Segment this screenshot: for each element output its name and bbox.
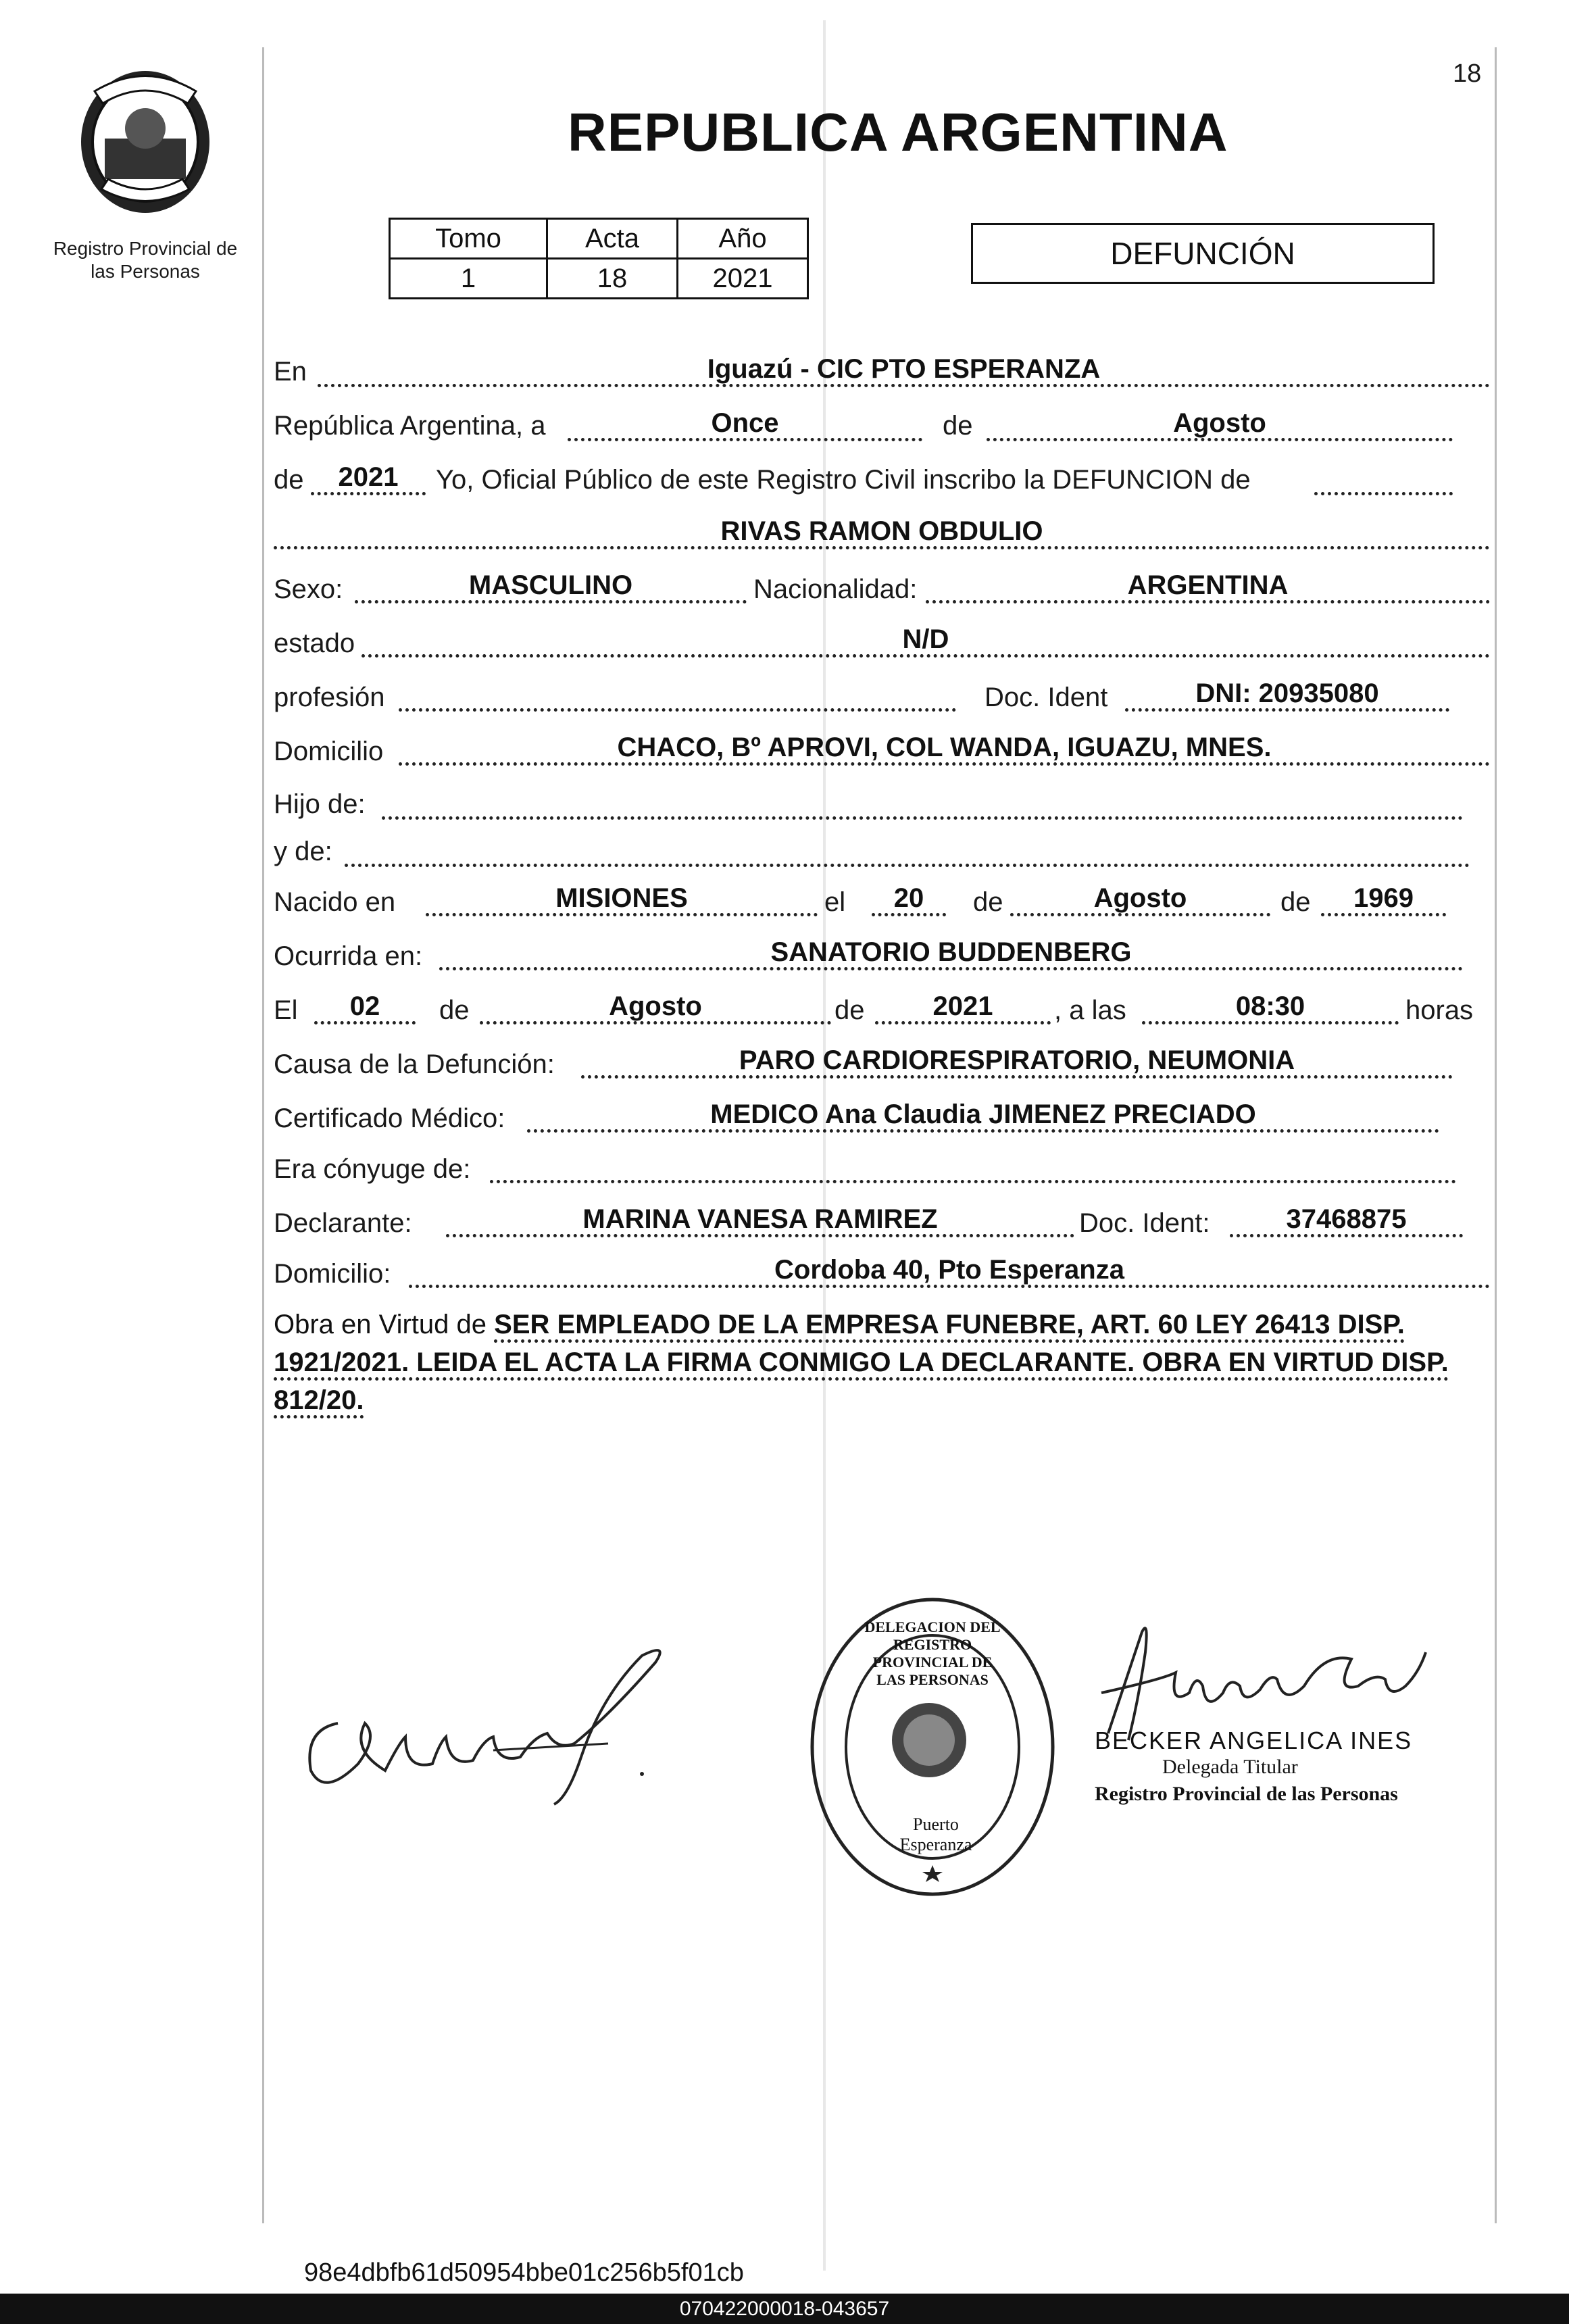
- label-causa: Causa de la Defunción:: [274, 1049, 555, 1079]
- field-profesion: [399, 676, 956, 716]
- value-estado: N/D: [902, 624, 949, 654]
- field-domicilio: [399, 730, 1490, 770]
- field-dia: [568, 405, 922, 446]
- field-nacido-anio: [1321, 881, 1446, 921]
- label-doc-ident2: Doc. Ident:: [1079, 1208, 1210, 1238]
- label-yo-oficial: Yo, Oficial Público de este Registro Civil inscribo la DEFUNCION de: [436, 465, 1251, 495]
- value-fallec-dia: 02: [349, 991, 380, 1021]
- value-nacido-mes: Agosto: [1093, 883, 1187, 913]
- dotted-line: [318, 384, 1490, 387]
- value-dia: Once: [711, 408, 779, 438]
- label-domicilio: Domicilio: [274, 737, 384, 766]
- footer-code: 070422000018-043657: [679, 2298, 890, 2320]
- value-nacionalidad: ARGENTINA: [1127, 570, 1289, 600]
- field-doc-ident: [1125, 676, 1449, 716]
- label-estado: estado: [274, 628, 355, 658]
- value-ocurrida-en: SANATORIO BUDDENBERG: [770, 937, 1132, 967]
- table-value-acta: 18: [547, 259, 678, 299]
- act-type: DEFUNCIÓN: [1110, 236, 1295, 271]
- field-anio: [311, 460, 426, 500]
- field-certificado: [527, 1097, 1439, 1137]
- label-doc-ident: Doc. Ident: [985, 683, 1108, 712]
- dotted-line: [1125, 708, 1449, 712]
- field-fallec-mes: [480, 989, 831, 1029]
- field-y-de: [345, 831, 1470, 872]
- field-mes: [987, 405, 1453, 446]
- label-sexo: Sexo:: [274, 574, 343, 604]
- field-conyuge: [490, 1147, 1456, 1188]
- label-obra-virtud: Obra en Virtud de: [274, 1310, 487, 1339]
- value-lugar: Iguazú - CIC PTO ESPERANZA: [707, 354, 1101, 384]
- label-domicilio2: Domicilio:: [274, 1259, 391, 1289]
- signatory-org: Registro Provincial de las Personas: [1095, 1783, 1398, 1805]
- value-declarante-doc: 37468875: [1286, 1204, 1407, 1234]
- dotted-line: [872, 913, 946, 916]
- province-logo: [74, 64, 216, 216]
- value-nacido-anio: 1969: [1353, 883, 1414, 913]
- label-nacionalidad: Nacionalidad:: [753, 574, 918, 604]
- value-anio: 2021: [338, 462, 399, 492]
- field-declarante-domicilio: [409, 1252, 1490, 1293]
- acta-table: [389, 218, 809, 299]
- field-fallec-dia: [314, 989, 416, 1029]
- value-declarante-domicilio: Cordoba 40, Pto Esperanza: [774, 1255, 1124, 1285]
- label-certificado: Certificado Médico:: [274, 1104, 505, 1133]
- value-nombre: RIVAS RAMON OBDULIO: [720, 516, 1043, 546]
- value-obra-virtud: SER EMPLEADO DE LA EMPRESA FUNEBRE, ART. 60 LEY 26413 DISP. 1921/2021. LEIDA EL ACTA LA FIRMA CONMIGO LA DECLARANTE. OBRA EN VIRTUD DISP. 812/20.: [274, 1310, 1449, 1418]
- dotted-line: [490, 1180, 1456, 1183]
- label-de2: de: [274, 465, 304, 495]
- label-de5: de: [439, 995, 470, 1025]
- field-estado: [362, 622, 1490, 662]
- dotted-line: [568, 438, 922, 441]
- value-sexo: MASCULINO: [468, 570, 633, 600]
- value-mes: Agosto: [1173, 408, 1266, 438]
- signatory-name: BECKER ANGELICA INES: [1095, 1727, 1413, 1754]
- label-a-las: , a las: [1054, 995, 1126, 1025]
- dotted-line: [399, 708, 956, 712]
- document-hash: 98e4dbfb61d50954bbe01c256b5f01cb: [304, 2258, 744, 2287]
- label-y-de: y de:: [274, 837, 332, 866]
- dotted-line: [362, 654, 1490, 658]
- label-de4: de: [1280, 887, 1311, 917]
- value-declarante: MARINA VANESA RAMIREZ: [582, 1204, 938, 1234]
- label-de3: de: [973, 887, 1003, 917]
- dotted-line: [399, 762, 1490, 766]
- dotted-line: [926, 600, 1490, 603]
- left-margin-line: [262, 47, 264, 2223]
- value-doc-ident: DNI: 20935080: [1195, 678, 1379, 708]
- field-nacido-en: [426, 881, 818, 921]
- dotted-line: [426, 913, 818, 916]
- table-value-tomo: 1: [390, 259, 547, 299]
- field-declarante-doc: [1230, 1202, 1463, 1242]
- obra-virtud-paragraph: [274, 1306, 1490, 1419]
- dotted-line: [1230, 1234, 1463, 1237]
- dotted-line: [1142, 1021, 1399, 1024]
- dotted-line: [875, 1021, 1051, 1024]
- field-nacido-dia: [872, 881, 946, 921]
- field-nacionalidad: [926, 568, 1490, 608]
- value-fallec-mes: Agosto: [609, 991, 702, 1021]
- act-type-box: [971, 223, 1435, 284]
- table-header-acta: Acta: [547, 219, 678, 259]
- label-el-cap: El: [274, 995, 298, 1025]
- page-number: 18: [1453, 59, 1482, 88]
- value-nacido-dia: 20: [893, 883, 924, 913]
- label-en: En: [274, 357, 307, 387]
- field-declarante: [446, 1202, 1074, 1242]
- dotted-line: [311, 492, 426, 495]
- value-causa: PARO CARDIORESPIRATORIO, NEUMONIA: [739, 1045, 1295, 1075]
- dotted-line: [1010, 913, 1270, 916]
- registry-line2: las Personas: [91, 261, 200, 282]
- label-profesion: profesión: [274, 683, 385, 712]
- label-conyuge: Era cónyuge de:: [274, 1154, 471, 1184]
- dotted-line: [314, 1021, 416, 1024]
- dotted-line: [345, 864, 1470, 867]
- label-nacido-en: Nacido en: [274, 887, 396, 917]
- table-header-anio: Año: [678, 219, 808, 259]
- field-fallec-anio: [875, 989, 1051, 1029]
- label-hijo-de: Hijo de:: [274, 789, 366, 819]
- dotted-line: [409, 1285, 1490, 1288]
- declarant-signature: [291, 1635, 669, 1811]
- table-value-anio: 2021: [678, 259, 808, 299]
- label-de: de: [943, 411, 973, 441]
- stamp-center-text: Puerto Esperanza: [899, 1814, 972, 1854]
- dotted-line: [581, 1075, 1453, 1079]
- field-hijo-de: [382, 784, 1463, 824]
- field-nacido-mes: [1010, 881, 1270, 921]
- field-fallec-hora: [1142, 989, 1399, 1029]
- value-fallec-hora: 08:30: [1235, 991, 1305, 1021]
- dotted-line: [480, 1021, 831, 1024]
- field-lugar: [318, 351, 1490, 392]
- footer-bar: [0, 2294, 1569, 2324]
- label-ocurrida-en: Ocurrida en:: [274, 941, 423, 971]
- value-nacido-en: MISIONES: [555, 883, 688, 913]
- dotted-line: [987, 438, 1453, 441]
- label-horas: horas: [1405, 995, 1474, 1025]
- dotted-line: [439, 967, 1463, 970]
- dotted-line: [527, 1129, 1439, 1133]
- dotted-line: [1314, 492, 1453, 495]
- value-certificado: MEDICO Ana Claudia JIMENEZ PRECIADO: [710, 1099, 1256, 1129]
- dotted-line: [274, 546, 1490, 549]
- registry-line1: Registro Provincial de: [53, 238, 238, 259]
- field-sexo: [355, 568, 747, 608]
- field-causa: [581, 1043, 1453, 1083]
- label-de6: de: [835, 995, 865, 1025]
- dotted-line: [355, 600, 747, 603]
- signatory-role: Delegada Titular: [1162, 1756, 1298, 1778]
- field-nombre: [274, 514, 1490, 554]
- dotted-line: [382, 816, 1463, 820]
- label-el: el: [824, 887, 846, 917]
- page-title: REPUBLICA ARGENTINA: [568, 102, 1228, 162]
- stamp-ring-text: DELEGACION DEL REGISTRO PROVINCIAL DE LAS PERSONAS: [864, 1618, 1001, 1688]
- field-ocurrida-en: [439, 935, 1463, 975]
- dotted-line: [1321, 913, 1446, 916]
- right-margin-line: [1495, 47, 1497, 2223]
- label-republica: República Argentina, a: [274, 411, 546, 441]
- dotted-line: [446, 1234, 1074, 1237]
- value-fallec-anio: 2021: [932, 991, 993, 1021]
- label-declarante: Declarante:: [274, 1208, 412, 1238]
- table-header-tomo: Tomo: [390, 219, 547, 259]
- value-domicilio: CHACO, Bº APROVI, COL WANDA, IGUAZU, MNES.: [617, 733, 1272, 762]
